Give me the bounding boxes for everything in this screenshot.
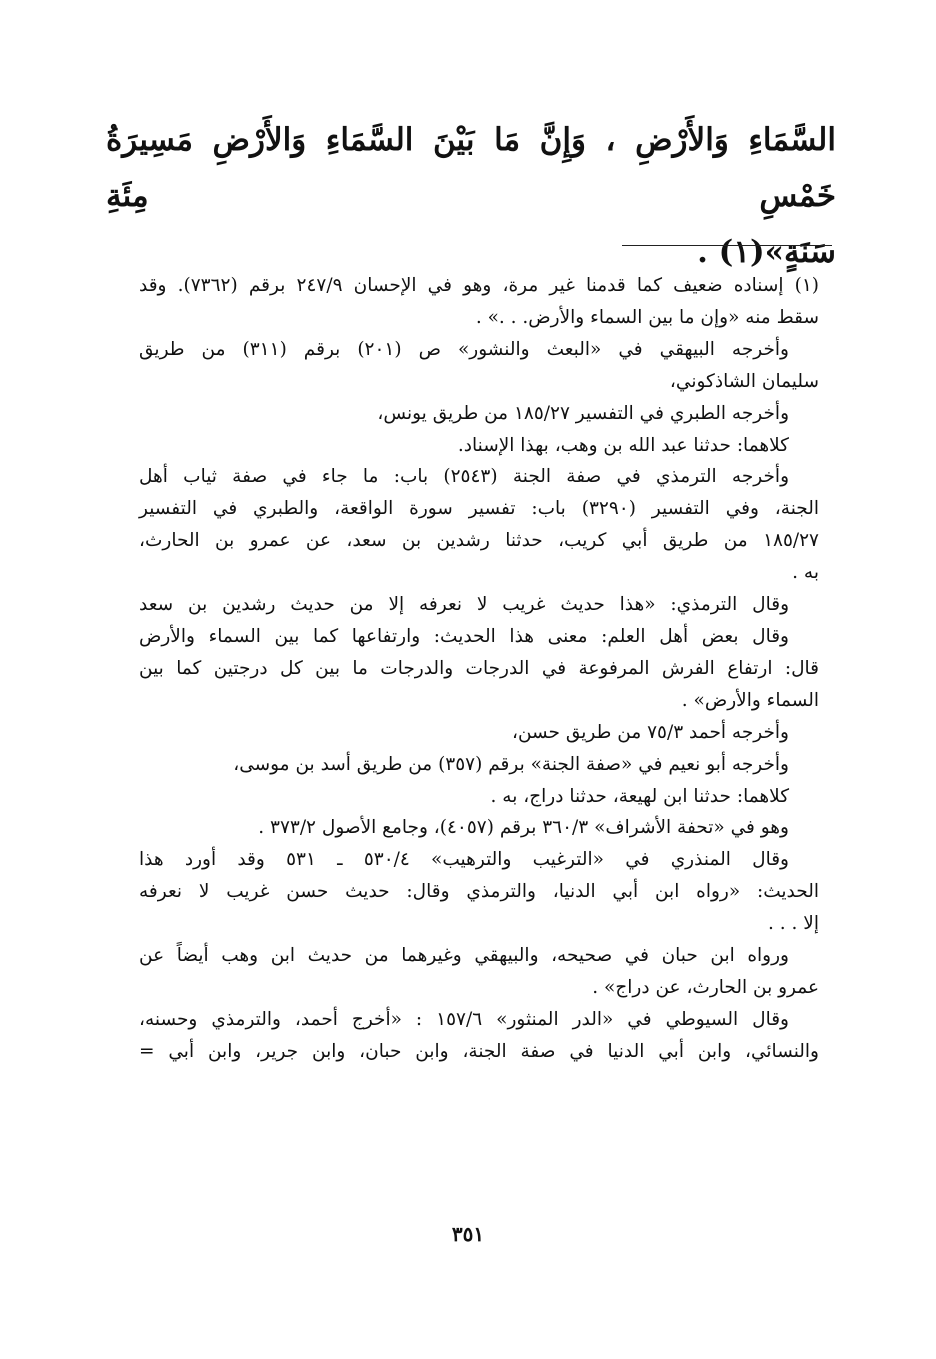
footnote-separator: [622, 245, 832, 246]
footnote-line: وأخرجه الترمذي في صفة الجنة (٢٥٤٣) باب: ما جاء في صفة ثياب أهل: [139, 466, 789, 488]
footnote-line: وأخرجه أبو نعيم في «صفة الجنة» برقم (٣٥٧) من طريق أسد بن موسى،: [233, 753, 789, 775]
footnote-line: قال: ارتفاع الفرش المرفوعة في الدرجات والدرجات ما بين كل درجتين كما بين: [139, 657, 819, 679]
footnote-line: الجنة، وفي التفسير (٣٢٩٠) باب: تفسير سورة الواقعة، والطبري في التفسير: [139, 498, 819, 520]
footnote-line: إلا . . .: [768, 913, 819, 935]
footnote-line: وأخرجه البيهقي في «البعث والنشور» ص (٢٠١) برقم (٣١١) من طريق: [139, 338, 789, 360]
main-text-line: السَّمَاءِ وَالأَرْضِ ، وَإِنَّ مَا بَيْنَ السَّمَاءِ وَالأَرْضِ مَسِيرَةُ خَمْسِ مِئَةِ: [106, 122, 836, 214]
main-text-line: سَنَةٍ»(١) .: [697, 234, 836, 270]
footnote-line: (١) إسناده ضعيف كما قدمنا غير مرة، وهو في الإحسان ٢٤٧/٩ برقم (٧٣٦٢). وقد: [139, 275, 820, 296]
footnote-line: وقال السيوطي في «الدر المنثور» ١٥٧/٦ : «أخرج أحمد، والترمذي وحسنه،: [139, 1008, 789, 1030]
footnote-line: ورواه ابن حبان في صحيحه، والبيهقي وغيرهما من حديث ابن وهب أيضاً عن: [139, 945, 789, 967]
footnote-line: والنسائي، وابن أبي الدنيا في صفة الجنة، وابن حبان، وابن جرير، وابن أبي =: [139, 1040, 819, 1062]
footnote-line: وأخرجه أحمد ٧٥/٣ من طريق حسن،: [511, 721, 789, 743]
footnote-line: كلاهما: حدثنا عبد الله بن وهب، بهذا الإسناد.: [457, 434, 789, 456]
page-number: ٣٥١: [451, 1222, 485, 1246]
footnote-line: وهو في «تحفة الأشراف» ٣٦٠/٣ برقم (٤٠٥٧)، وجامع الأصول ٣٧٣/٢ .: [258, 817, 789, 839]
footnote-line: وقال المنذري في «الترغيب والترهيب» ٥٣٠/٤ ـ ٥٣١ وقد أورد هذا: [139, 849, 789, 871]
footnote-line: سقط منه «وإن ما بين السماء والأرض. . .» .: [475, 306, 819, 328]
footnote-line: السماء والأرض» .: [681, 689, 819, 711]
footnote-line: ١٨٥/٢٧ من طريق أبي كريب، حدثنا رشدين بن سعد، عن عمرو بن الحارث،: [139, 530, 819, 552]
footnote-line: عمرو بن الحارث، عن دراج» .: [592, 976, 819, 998]
footnote-line: الحديث: «رواه ابن أبي الدنيا، والترمذي وقال: حديث حسن غريب لا نعرفه: [139, 881, 819, 903]
footnote-line: به .: [792, 562, 819, 584]
footnote-line: كلاهما: حدثنا ابن لهيعة، حدثنا دراج، به .: [490, 785, 789, 807]
main-text: [106, 112, 836, 280]
footnote-line: وأخرجه الطبري في التفسير ١٨٥/٢٧ من طريق يونس،: [377, 402, 789, 424]
footnote-line: سليمان الشاذكوني،: [669, 370, 819, 392]
footnote-line: وقال الترمذي: «هذا حديث غريب لا نعرفه إلا من حديث رشدين بن سعد: [139, 594, 789, 616]
footnote-line: وقال بعض أهل العلم: معنى هذا الحديث: وارتفاعها كما بين السماء والأرض: [139, 625, 789, 647]
footnote: [139, 270, 819, 1068]
